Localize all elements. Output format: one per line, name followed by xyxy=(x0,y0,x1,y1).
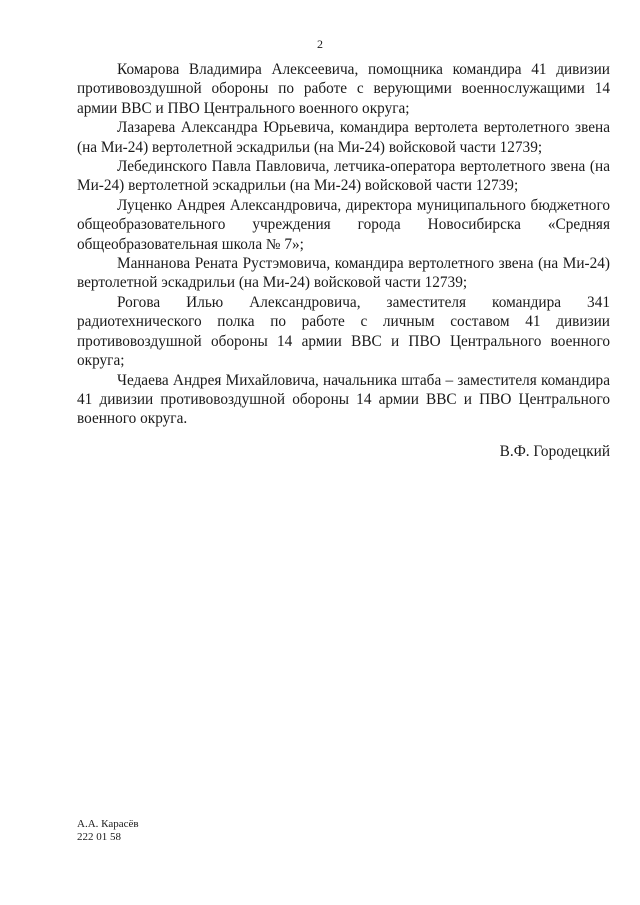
executor-phone: 222 01 58 xyxy=(77,831,121,843)
list-item: Рогова Илью Александровича, заместителя командира 341 радиотехнического полка по работе с личным составом 41 дивизии противовоздушной обороны 14 армии ВВС и ПВО Центрального военного округа; xyxy=(77,293,610,370)
list-item: Лебединского Павла Павловича, летчика-оператора вертолетного звена (на Ми-24) вертолетной эскадрильи (на Ми-24) войсковой части 12739; xyxy=(77,158,610,195)
page-number: 2 xyxy=(317,37,323,51)
document-body xyxy=(77,60,610,429)
executor-block xyxy=(77,818,139,844)
executor-name: А.А. Карасёв xyxy=(77,818,139,830)
list-item: Лазарева Александра Юрьевича, командира вертолета вертолетного звена (на Ми-24) вертолетной эскадрильи (на Ми-24) войсковой части 12739; xyxy=(77,119,610,156)
list-item: Луценко Андрея Александровича, директора муниципального бюджетного общеобразовательного учреждения города Новосибирска «Средняя общеобразовательная школа № 7»; xyxy=(77,196,610,253)
list-item: Чедаева Андрея Михайловича, начальника штаба – заместителя командира 41 дивизии противовоздушной обороны 14 армии ВВС и ПВО Центрального военного округа. xyxy=(77,371,610,428)
list-item: Маннанова Рената Рустэмовича, командира вертолетного звена (на Ми-24) вертолетной эскадрильи (на Ми-24) войсковой части 12739; xyxy=(77,255,610,292)
signature-name: В.Ф. Городецкий xyxy=(499,443,610,460)
list-item: Комарова Владимира Алексеевича, помощника командира 41 дивизии противовоздушной обороны по работе с верующими военнослужащими 14 армии ВВС и ПВО Центрального военного округа; xyxy=(77,61,610,117)
